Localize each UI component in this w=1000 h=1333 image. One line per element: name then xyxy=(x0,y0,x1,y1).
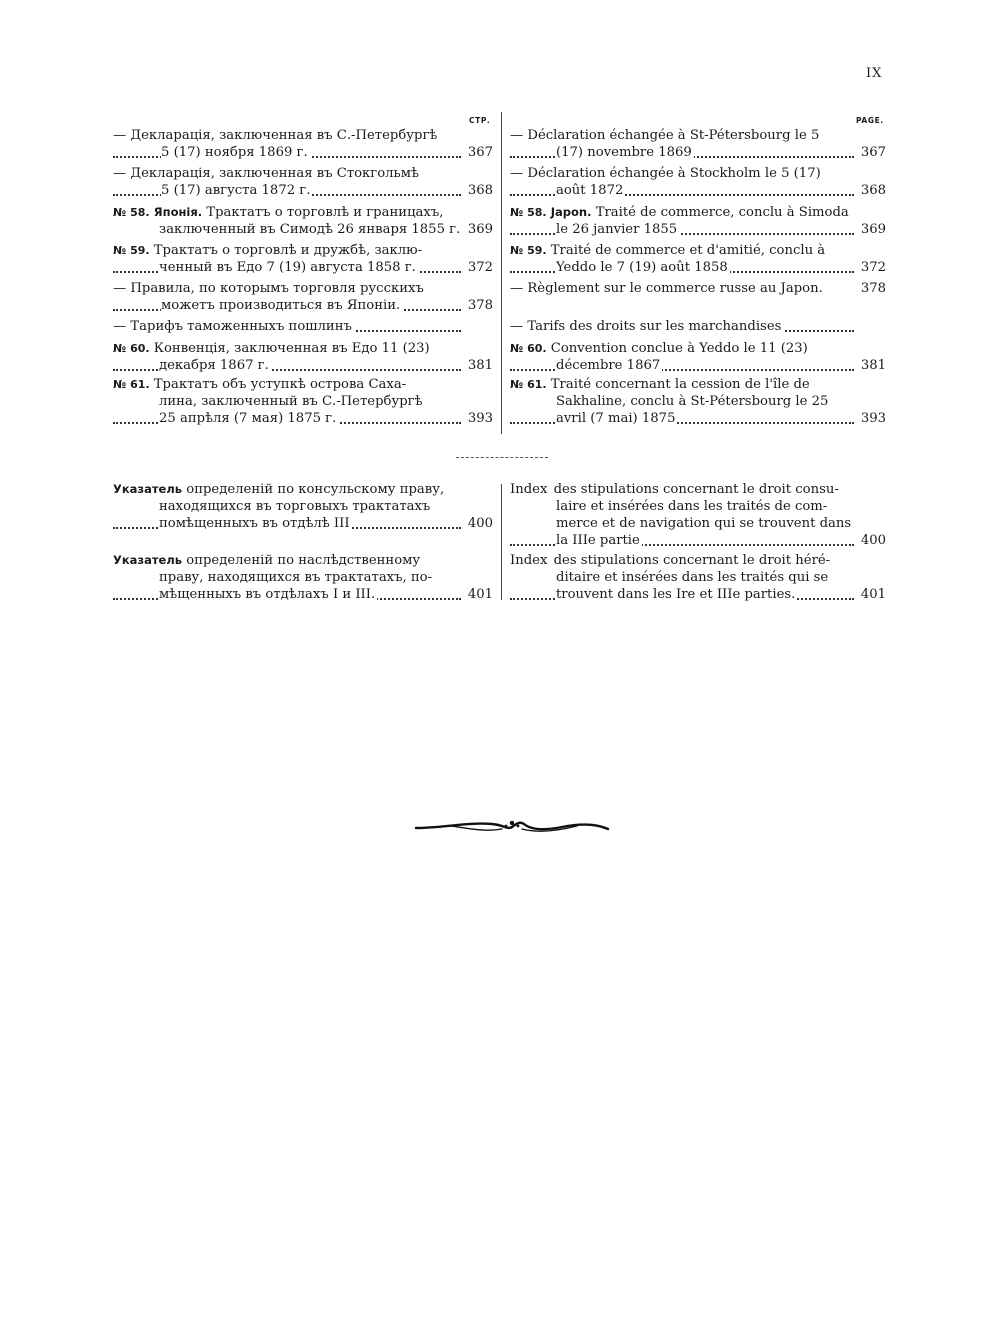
entry-number: № 58. xyxy=(113,206,150,219)
entry-lead: Указатель xyxy=(113,482,183,496)
entry-page: 372 xyxy=(857,259,886,276)
entry-page: 369 xyxy=(857,221,886,238)
entry-text: определеній по наслѣдственному xyxy=(186,553,421,568)
toc-entry xyxy=(113,340,493,374)
entry-text: ченный въ Едо 7 (19) августа 1858 г. xyxy=(159,260,416,275)
entry-page: 401 xyxy=(857,586,886,603)
entry-number: № 58. xyxy=(510,206,547,219)
entry-text: la IIIe partie xyxy=(556,533,640,548)
entry-text: (17) novembre 1869 xyxy=(556,145,692,160)
toc-entry xyxy=(510,280,886,297)
right-column xyxy=(510,108,886,608)
toc-entry xyxy=(113,242,493,276)
toc-entry xyxy=(510,376,886,427)
entry-number: № 59. xyxy=(510,244,547,257)
entry-page: 381 xyxy=(464,357,493,374)
entry-text: décembre 1867 xyxy=(556,358,661,373)
entry-lead: Index xyxy=(510,482,548,497)
entry-page: 393 xyxy=(464,410,493,427)
entry-text: Traité de commerce, conclu à Simoda xyxy=(595,205,849,220)
entry-text: le 26 janvier 1855 xyxy=(556,222,678,237)
toc-entry xyxy=(510,340,886,374)
entry-page: 378 xyxy=(857,280,886,297)
entry-text: laire et insérées dans les traités de com- xyxy=(556,499,828,514)
entry-text: avril (7 mai) 1875 xyxy=(556,411,676,426)
index-entry xyxy=(113,481,493,532)
entry-page: 401 xyxy=(464,586,493,603)
entry-text: Трактатъ о торговлѣ и границахъ, xyxy=(206,205,444,220)
right-column-header: PAGE. xyxy=(856,116,884,125)
entry-text: 5 (17) ноября 1869 г. xyxy=(161,145,308,160)
entry-text: merce et de navigation qui se trouvent dans xyxy=(556,516,852,531)
entry-lead: Japon. xyxy=(550,205,592,219)
entry-number: № 60. xyxy=(113,342,150,355)
entry-number: № 59. xyxy=(113,244,150,257)
toc-entry xyxy=(510,127,886,161)
entry-lead: Index xyxy=(510,553,548,568)
entry-text: des stipulations concernant le droit héré- xyxy=(553,553,831,568)
toc-entry xyxy=(113,280,493,314)
column-divider-bottom xyxy=(501,484,502,600)
toc-entry xyxy=(113,376,493,427)
entry-text: определеній по консульскому праву, xyxy=(186,482,445,497)
entry-page: 368 xyxy=(464,182,493,199)
entry-number: № 61. xyxy=(510,378,547,391)
entry-text: — Декларація, заключенная въ Стокгольмѣ xyxy=(113,166,419,181)
entry-text: août 1872 xyxy=(556,183,624,198)
toc-entry xyxy=(113,318,493,335)
entry-text: Sakhaline, conclu à St-Pétersbourg le 25 xyxy=(556,394,829,409)
entry-text: trouvent dans les Ire et IIIe parties. xyxy=(556,587,796,602)
entry-text: Трактатъ о торговлѣ и дружбѣ, заклю- xyxy=(153,243,423,258)
ornament-flourish-icon xyxy=(412,812,612,842)
column-divider-top xyxy=(501,112,502,434)
left-column xyxy=(113,108,493,608)
index-entry xyxy=(113,552,493,603)
left-column-header: СТР. xyxy=(469,116,491,125)
entry-text: — Tarifs des droits sur les marchandises xyxy=(510,319,782,334)
toc-entry xyxy=(113,204,493,238)
entry-text: Convention conclue à Yeddo le 11 (23) xyxy=(550,341,808,356)
entry-text: Трактатъ объ уступкѣ острова Саха- xyxy=(153,377,407,392)
entry-page: 381 xyxy=(857,357,886,374)
entry-text: — Déclaration échangée à Stockholm le 5 (17) xyxy=(510,166,821,181)
entry-page: 400 xyxy=(464,515,493,532)
entry-lead: Японія. xyxy=(153,205,203,219)
entry-text: 25 апрѣля (7 мая) 1875 г. xyxy=(159,411,337,426)
entry-text: Yeddo le 7 (19) août 1858 xyxy=(556,260,728,275)
entry-text: — Правила, по которымъ торговля русскихъ xyxy=(113,281,424,296)
entry-number: № 60. xyxy=(510,342,547,355)
entry-text: Traité de commerce et d'amitié, conclu à xyxy=(550,243,826,258)
entry-page: 378 xyxy=(464,297,493,314)
entry-text: декабря 1867 г. xyxy=(159,358,269,373)
entry-text: ditaire et insérées dans les traités qui se xyxy=(556,570,829,585)
entry-text: лина, заключенный въ С.-Петербургѣ xyxy=(159,394,423,409)
index-entry xyxy=(510,481,886,549)
entry-text: 5 (17) августа 1872 г. xyxy=(161,183,311,198)
entry-lead: Указатель xyxy=(113,553,183,567)
toc-entry xyxy=(113,127,493,161)
toc-entry xyxy=(510,165,886,199)
entry-text: — Règlement sur le commerce russe au Japon. xyxy=(510,281,823,296)
entry-text: Traité concernant la cession de l'île de xyxy=(550,377,810,392)
entry-text: — Тарифъ таможенныхъ пошлинъ xyxy=(113,319,352,334)
entry-page: 372 xyxy=(464,259,493,276)
entry-page: 393 xyxy=(857,410,886,427)
entry-text: можетъ производиться въ Японіи. xyxy=(161,298,401,313)
entry-page: 367 xyxy=(464,144,493,161)
entry-number: № 61. xyxy=(113,378,150,391)
entry-text: des stipulations concernant le droit consu- xyxy=(553,482,839,497)
entry-page: 369 xyxy=(464,221,493,238)
entry-text: мѣщенныхъ въ отдѣлахъ I и III. xyxy=(159,587,376,602)
entry-text: Конвенція, заключенная въ Едо 11 (23) xyxy=(153,341,430,356)
entry-text: праву, находящихся въ трактатахъ, по- xyxy=(159,570,433,585)
page-number: IX xyxy=(866,66,883,81)
toc-entry xyxy=(113,165,493,199)
entry-text: — Декларація, заключенная въ С.-Петербургѣ xyxy=(113,128,438,143)
entry-page: 367 xyxy=(857,144,886,161)
toc-entry xyxy=(510,242,886,276)
entry-text: помѣщенныхъ въ отдѣлѣ III xyxy=(159,516,350,531)
entry-text: — Déclaration échangée à St-Pétersbourg le 5 xyxy=(510,128,820,143)
entry-page: 400 xyxy=(857,532,886,549)
toc-entry xyxy=(510,204,886,238)
entry-text: находящихся въ торговыхъ трактатахъ xyxy=(159,499,431,514)
index-entry xyxy=(510,552,886,603)
toc-entry xyxy=(510,318,886,335)
entry-page: 368 xyxy=(857,182,886,199)
entry-text: заключенный въ Симодѣ 26 января 1855 г. xyxy=(159,222,461,237)
